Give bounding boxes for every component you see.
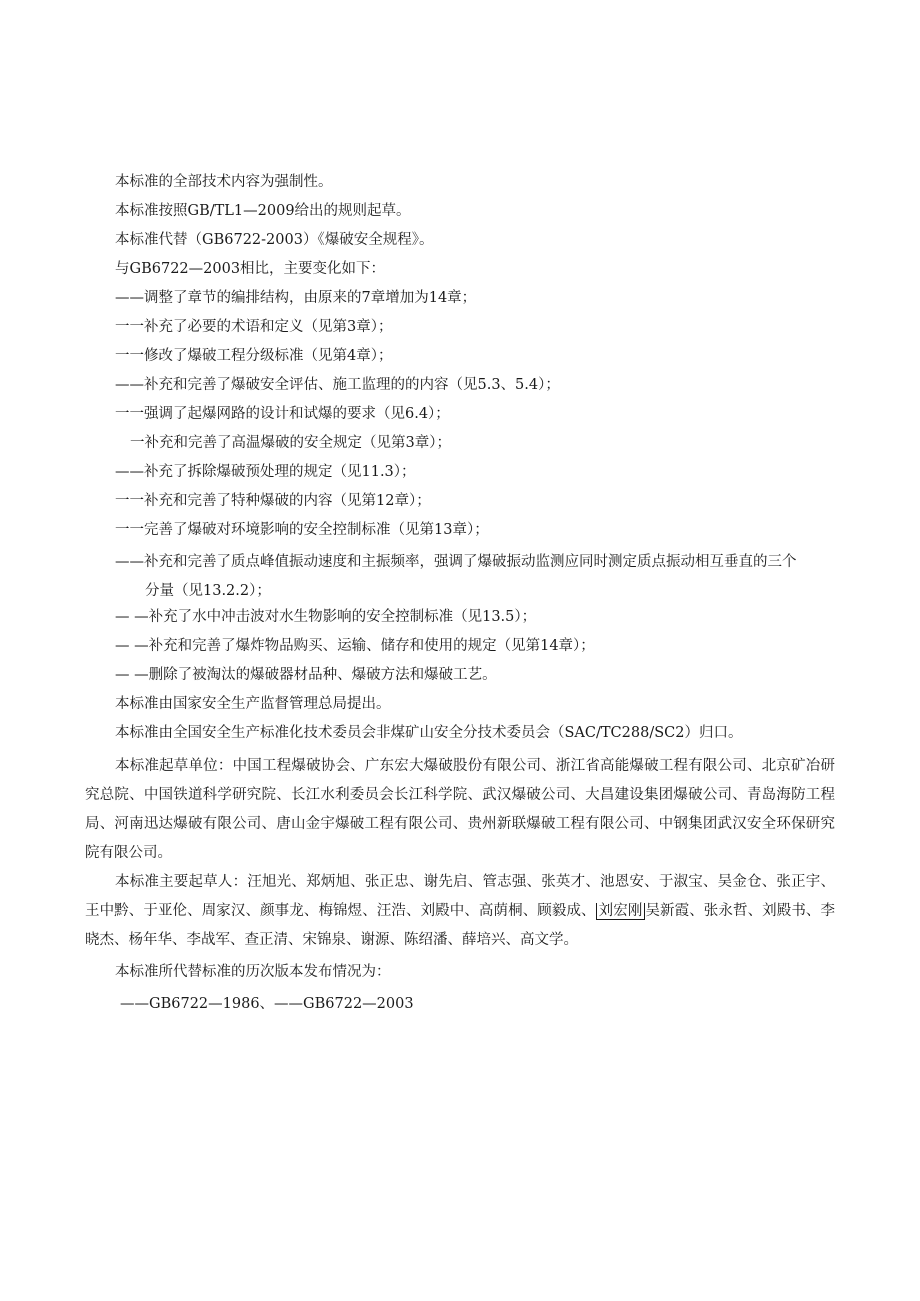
drafters-before: 本标准主要起草人：汪旭光、郑炳旭、张正忠、谢先启、管志强、张英才、池恩安、于淑宝、吴金仓、张正宇、王中黔、于亚伦、周家汉、颜事龙、梅锦煜、汪浩、刘殿中、高荫桐、顾毅成、 <box>85 874 835 919</box>
change-item: ——调整了章节的编排结构，由原来的7章增加为14章； <box>115 290 477 306</box>
change-item: — —删除了被淘汰的爆破器材品种、爆破方法和爆破工艺。 <box>115 667 497 683</box>
change-item: 一一修改了爆破工程分级标准（见第4章）； <box>115 348 393 364</box>
change-item-line2: 分量（见13.2.2）； <box>145 583 271 599</box>
history-versions: ——GB6722—1986、——GB6722—2003 <box>120 996 414 1012</box>
drafters-after: 吴新霞、张永哲、刘殿书、李晓杰、杨年华、李战军、查正清、宋锦泉、谢源、陈绍潘、薛培兴、高文学。 <box>85 903 836 948</box>
line-mandatory: 本标准的全部技术内容为强制性。 <box>115 174 333 190</box>
history-intro: 本标准所代替标准的历次版本发布情况为： <box>115 964 391 980</box>
change-item: ——补充了拆除爆破预处理的规定（见11.3）； <box>115 464 416 480</box>
change-item-line1: ——补充和完善了质点峰值振动速度和主振频率，强调了爆破振动监测应同时测定质点振动相互垂直的三个 <box>115 554 797 570</box>
line-changes-intro: 与GB6722—2003相比，主要变化如下： <box>115 261 386 277</box>
change-item: — —补充了水中冲击波对水生物影响的安全控制标准（见13.5）； <box>115 609 537 625</box>
line-administered-by: 本标准由全国安全生产标准化技术委员会非煤矿山安全分技术委员会（SAC/TC288/SC2）归口。 <box>115 725 743 741</box>
change-item: 一补充和完善了高温爆破的安全规定（见第3章）； <box>130 435 451 451</box>
change-item: 一一完善了爆破对环境影响的安全控制标准（见第13章）； <box>115 522 489 538</box>
change-item: 一一补充和完善了特种爆破的内容（见第12章）； <box>115 493 431 509</box>
line-drafting-rules: 本标准按照GB/TL1—2009给出的规则起草。 <box>115 203 411 219</box>
change-item: — —补充和完善了爆炸物品购买、运输、储存和使用的规定（见第14章）； <box>115 638 595 654</box>
drafters-paragraph <box>85 868 835 955</box>
line-proposed-by: 本标准由国家安全生产监督管理总局提出。 <box>115 696 391 712</box>
line-replaces: 本标准代替（GB6722-2003）《爆破安全规程》。 <box>115 232 434 248</box>
drafter-boxed-name: 刘宏刚 <box>596 903 646 920</box>
drafting-units-paragraph: 本标准起草单位：中国工程爆破协会、广东宏大爆破股份有限公司、浙江省高能爆破工程有限公司、北京矿冶研究总院、中国铁道科学研究院、长江水利委员会长江科学院、武汉爆破公司、大昌建设集团爆破公司、青岛海防工程局、河南迅达爆破有限公司、唐山金宇爆破工程有限公司、贵州新联爆破工程有限公司、中钢集团武汉安全环保研究院有限公司。 <box>85 758 835 861</box>
change-item: 一一补充了必要的术语和定义（见第3章）； <box>115 319 393 335</box>
change-item: ——补充和完善了爆破安全评估、施工监理的的内容（见5.3、5.4）； <box>115 377 560 393</box>
change-item: 一一强调了起爆网路的设计和试爆的要求（见6.4）； <box>115 406 450 422</box>
change-item-wrapped <box>115 548 840 606</box>
